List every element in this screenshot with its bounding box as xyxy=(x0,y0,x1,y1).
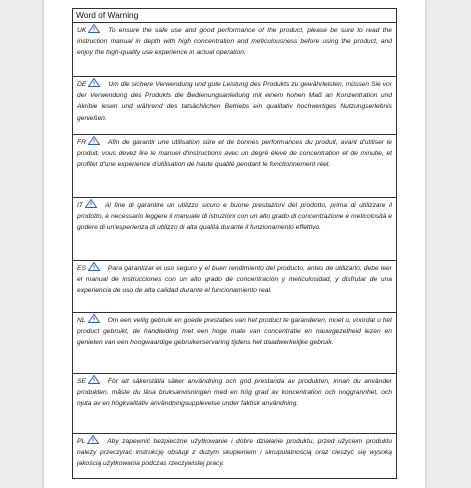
warning-triangle-icon xyxy=(88,314,100,323)
section-pl xyxy=(73,434,396,478)
section-uk-paragraph xyxy=(77,24,392,59)
section-pl-text: Aby zapewnić bezpieczne użytkowanie i dobre działanie produktu, przed użyciem produktu należy przeczytać instrukcję obsługi z dużym skupieniem i skrupulatnością oraz cieszyć się wysoką jakością użytkowania podczas rzeczywistej pracy. xyxy=(77,438,392,468)
section-uk-code: UK xyxy=(77,27,87,34)
warning-table xyxy=(72,8,397,479)
section-it xyxy=(73,198,396,261)
warning-title: Word of Warning xyxy=(73,9,396,23)
section-fr-code: FR xyxy=(77,139,86,146)
section-se-paragraph xyxy=(77,375,392,410)
section-uk xyxy=(73,23,396,77)
warning-triangle-icon xyxy=(88,78,100,87)
section-fr-text: Afin de garantir une utilisation sûre et de bonnes performances du produit, avant d'utiliser le produit, vous devez lire le manuel d'instructions avec un degré élevé de concentration et de minutie, et profiter d'une expérience d'utilisation de haute qualité pendant le fonctionnement réel. xyxy=(77,139,392,169)
section-es xyxy=(73,261,396,313)
section-de-paragraph xyxy=(77,78,392,124)
section-de xyxy=(73,77,396,135)
section-fr xyxy=(73,135,396,198)
section-it-text: Al fine di garantire un utilizzo sicuro e buone prestazioni del prodotto, prima di utilizzare il prodotto, è necessario leggere il manuale di istruzioni con un alto grado di concentrazione e meticolosità e godere di un'esperienza di utilizzo di alta qualità durante il funzionamento effettivo. xyxy=(77,202,392,232)
section-nl xyxy=(73,313,396,374)
section-es-code: ES xyxy=(77,265,86,272)
warning-triangle-icon xyxy=(88,262,100,271)
section-uk-text: To ensure the safe use and good performance of the product, please be sure to read the instruction manual in depth with high concentration and meticulousness before using the product, and enjoy the high-quality use experience in actual operation. xyxy=(77,27,392,57)
warning-triangle-icon xyxy=(88,136,100,145)
section-pl-paragraph xyxy=(77,435,392,470)
section-it-code: IT xyxy=(77,202,83,209)
section-es-paragraph xyxy=(77,262,392,297)
section-nl-paragraph xyxy=(77,314,392,349)
section-fr-paragraph xyxy=(77,136,392,171)
section-pl-code: PL xyxy=(77,438,86,445)
section-nl-code: NL xyxy=(77,317,86,324)
section-it-paragraph xyxy=(77,199,392,234)
section-nl-text: Om een veilig gebruik en goede prestaties van het product te garanderen, moet u, voordat u het product gebruikt, de handleiding met een hoge mate van concentratie en nauwgezetheid lezen en genieten van een hoogwaardige gebruikerservaring tijdens het daadwerkelijke gebruik. xyxy=(77,317,392,347)
warning-triangle-icon xyxy=(85,199,97,208)
section-de-text: Um die sichere Verwendung und gute Leistung des Produkts zu gewährleisten, müssen Sie vor der Verwendung des Produkts die Bedienungsanleitung mit einem hohen Maß an Konzentration und Akribie lesen und während des tatsächlichen Betriebs ein qualitativ hochwertiges Nutzungserlebnis genießen. xyxy=(77,81,392,122)
section-se-code: SE xyxy=(77,378,86,385)
section-es-text: Para garantizar el uso seguro y el buen rendimiento del producto, antes de utilizarlo, debe leer el manual de instrucciones con un alto grado de concentración y meticulosidad, y disfrutar de una experiencia de uso de alta calidad durante el funcionamiento real. xyxy=(77,265,392,295)
section-de-code: DE xyxy=(77,81,87,88)
section-se xyxy=(73,374,396,434)
warning-triangle-icon xyxy=(88,375,100,384)
warning-triangle-icon xyxy=(87,435,99,444)
section-se-text: För att säkerställa säker användning och god prestanda av produkten, innan du använder produkten, måste du läsa bruksanvisningen med en hög grad av koncentration och noggrannhet, och njuta av en högkvalitativ användningsupplevelse under faktisk användning. xyxy=(77,378,392,408)
warning-triangle-icon xyxy=(88,24,100,33)
